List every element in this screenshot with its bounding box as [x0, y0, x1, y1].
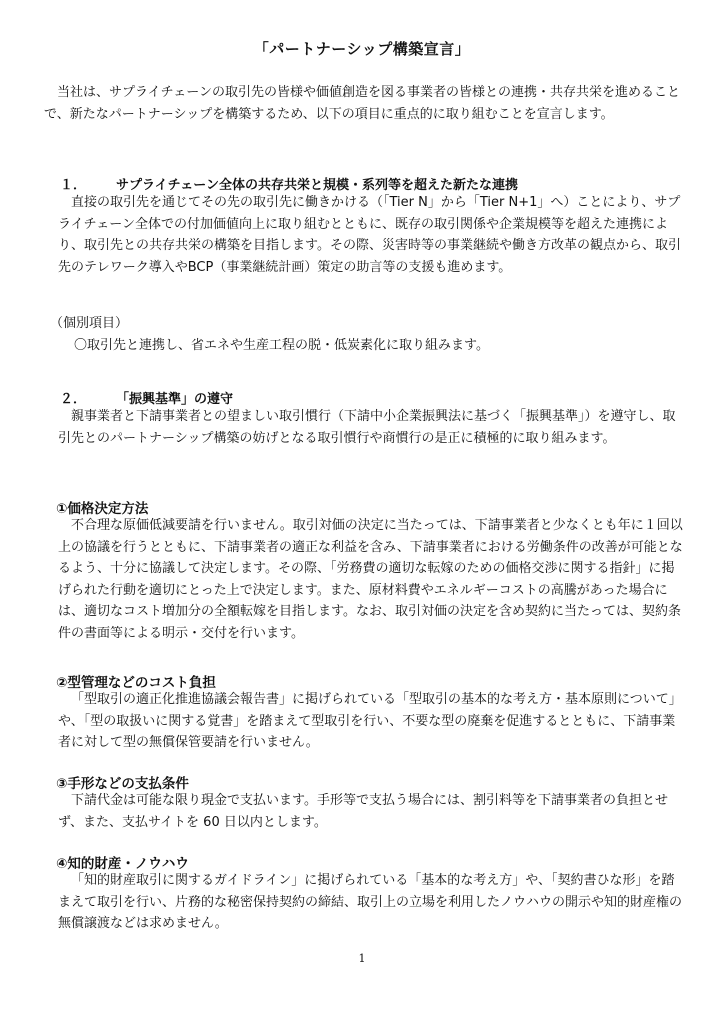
- subsection-price-heading: ①価格決定方法: [56, 501, 149, 517]
- page-title: 「パートナーシップ構築宣言」: [253, 40, 471, 58]
- section-2-body: 親事業者と下請事業者との望ましい取引慣行（下請中小企業振興法に基づく「振興基準」）を遵守し、取引先とのパートナーシップ構築の妨げとなる取引慣行や商慣行の是正に積極的に取り組みます。: [58, 409, 676, 446]
- section-1-body: 直接の取引先を通じてその先の取引先に働きかける（「Tier N」から「Tier N+1」へ）ことにより、サプライチェーン全体での付加価値向上に取り組むとともに、既存の取引関係や企業規模等を超えた連携により、取引先との共存共栄の構築を目指します。その際、災害時等の事業継続や働き方改革の観点から、取引先のテレワーク導入やBCP（事業継続計画）策定の助言等の支援も進めます。: [58, 195, 681, 275]
- section-1-sub-label: （個別項目）: [50, 316, 129, 331]
- section-1-title: サプライチェーン全体の共存共栄と規模・系列等を超えた新たな連携: [116, 178, 518, 193]
- page-number: 1: [358, 952, 366, 965]
- subsection-payment-heading: ③手形などの支払条件: [56, 776, 189, 792]
- subsection-price-body: 不合理な原価低減要請を行いません。取引対価の決定に当たっては、下請事業者と少なくとも年に１回以上の協議を行うとともに、下請事業者の適正な利益を含み、下請事業者における労働条件の改善が可能となるよう、十分に協議して決定します。その際、「労務費の適切な転嫁のための価格交渉に関する指針」に掲げられた行動を適切にとった上で決定します。また、原材料費やエネルギーコストの高騰があった場合には、適切なコスト増加分の全額転嫁を目指します。なお、取引対価の決定を含め契約に当たっては、契約条件の書面等による明示・交付を行います。: [58, 518, 683, 641]
- subsection-payment-body: 下請代金は可能な限り現金で支払います。手形等で支払う場合には、割引料等を下請事業者の負担とせず、また、支払サイトを 60 日以内とします。: [58, 793, 668, 830]
- section-1-sub-item: 〇取引先と連携し、省エネや生産工程の脱・低炭素化に取り組みます。: [74, 338, 489, 353]
- section-2-title: 「振興基準」の遵守: [116, 392, 234, 407]
- subsection-ip-heading: ④知的財産・ノウハウ: [56, 856, 189, 872]
- section-1-heading: [60, 174, 518, 193]
- subsection-ip-body: 「知的財産取引に関するガイドライン」に掲げられている「基本的な考え方」や、「契約書ひな形」を踏まえて取引を行い、片務的な秘密保持契約の締結、取引上の立場を利用したノウハウの開示や知的財産権の無償譲渡などは求めません。: [58, 873, 683, 931]
- section-2-heading: [60, 388, 233, 407]
- intro-paragraph: 当社は、サプライチェーンの取引先の皆様や価値創造を図る事業者の皆様との連携・共存共栄を進めることで、新たなパートナーシップを構築するため、以下の項目に重点的に取り組むことを宣言します。: [44, 85, 680, 122]
- subsection-mold-body: 「型取引の適正化推進協議会報告書」に掲げられている「型取引の基本的な考え方・基本原則について」や、「型の取扱いに関する覚書」を踏まえて型取引を行い、不要な型の廃棄を促進するとともに、下請事業者に対して型の無償保管要請を行いません。: [58, 692, 682, 750]
- section-1-number: １．: [60, 178, 87, 193]
- section-2-number: ２．: [60, 392, 87, 407]
- subsection-mold-heading: ②型管理などのコスト負担: [56, 675, 216, 691]
